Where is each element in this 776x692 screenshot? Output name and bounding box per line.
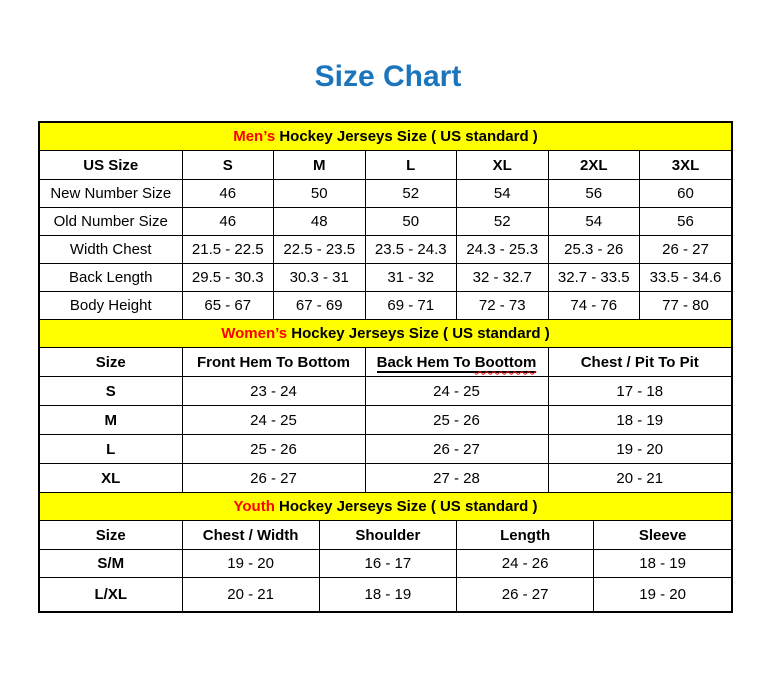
column-header: Sleeve: [594, 521, 731, 550]
row-label: Body Height: [40, 292, 182, 320]
row-label: L/XL: [40, 578, 182, 612]
youth-section-header-row: [40, 493, 731, 521]
table-row: [40, 406, 731, 435]
womens-column-header-row: [40, 348, 731, 377]
cell: 25 - 26: [182, 435, 365, 464]
cell: 25.3 - 26: [548, 236, 640, 264]
cell: 54: [548, 208, 640, 236]
womens-section-title-text: Hockey Jerseys Size ( US standard ): [287, 325, 550, 342]
column-header: M: [274, 151, 366, 180]
table-row: [40, 264, 731, 292]
table-row: [40, 180, 731, 208]
row-label: L: [40, 435, 182, 464]
cell: 18 - 19: [548, 406, 731, 435]
cell: 23 - 24: [182, 377, 365, 406]
cell: 67 - 69: [274, 292, 366, 320]
womens-section-header-row: [40, 320, 731, 348]
youth-section-header: [40, 493, 731, 521]
cell: 46: [182, 208, 274, 236]
womens-size-table: [40, 319, 731, 492]
cell: 27 - 28: [365, 464, 548, 493]
table-row: [40, 464, 731, 493]
column-header: 3XL: [640, 151, 732, 180]
table-row: [40, 236, 731, 264]
womens-section-accent-label: Women’s: [221, 325, 288, 342]
cell: 30.3 - 31: [274, 264, 366, 292]
row-label: Old Number Size: [40, 208, 182, 236]
table-row: [40, 377, 731, 406]
cell: 29.5 - 30.3: [182, 264, 274, 292]
column-header: Shoulder: [319, 521, 456, 550]
cell: 25 - 26: [365, 406, 548, 435]
cell: 26 - 27: [365, 435, 548, 464]
column-header: Front Hem To Bottom: [182, 348, 365, 377]
cell: 32 - 32.7: [457, 264, 549, 292]
cell: 54: [457, 180, 549, 208]
youth-section-accent-label: Youth: [233, 498, 275, 515]
misspelled-word: Boottom: [474, 353, 537, 371]
column-header: Chest / Width: [182, 521, 319, 550]
cell: 50: [274, 180, 366, 208]
row-label: XL: [40, 464, 182, 493]
cell: 24.3 - 25.3: [457, 236, 549, 264]
cell: 20 - 21: [182, 578, 319, 612]
row-label: S: [40, 377, 182, 406]
cell: 65 - 67: [182, 292, 274, 320]
cell: 56: [640, 208, 732, 236]
row-label: Width Chest: [40, 236, 182, 264]
cell: 22.5 - 23.5: [274, 236, 366, 264]
cell: 16 - 17: [319, 550, 456, 578]
row-label: New Number Size: [40, 180, 182, 208]
cell: 19 - 20: [594, 578, 731, 612]
cell: 72 - 73: [457, 292, 549, 320]
row-label: S/M: [40, 550, 182, 578]
womens-section-header: [40, 320, 731, 348]
cell: 52: [365, 180, 457, 208]
column-header-back-hem: [365, 348, 548, 377]
cell: 33.5 - 34.6: [640, 264, 732, 292]
cell: 20 - 21: [548, 464, 731, 493]
column-header: Size: [40, 521, 182, 550]
cell: 23.5 - 24.3: [365, 236, 457, 264]
row-label: Back Length: [40, 264, 182, 292]
table-row: [40, 435, 731, 464]
cell: 69 - 71: [365, 292, 457, 320]
mens-section-header-row: [40, 123, 731, 151]
mens-column-header-row: [40, 151, 731, 180]
back-hem-prefix: Back Hem To: [376, 353, 475, 371]
cell: 32.7 - 33.5: [548, 264, 640, 292]
column-header: S: [182, 151, 274, 180]
column-header: US Size: [40, 151, 182, 180]
table-row: [40, 292, 731, 320]
cell: 19 - 20: [182, 550, 319, 578]
cell: 26 - 27: [640, 236, 732, 264]
cell: 60: [640, 180, 732, 208]
cell: 31 - 32: [365, 264, 457, 292]
cell: 18 - 19: [319, 578, 456, 612]
cell: 52: [457, 208, 549, 236]
mens-section-accent-label: Men’s: [233, 128, 276, 145]
youth-size-table: [40, 492, 731, 611]
table-row: [40, 578, 731, 612]
cell: 17 - 18: [548, 377, 731, 406]
row-label: M: [40, 406, 182, 435]
column-header: 2XL: [548, 151, 640, 180]
table-row: [40, 208, 731, 236]
underlined-header-text: [377, 354, 537, 373]
youth-column-header-row: [40, 521, 731, 550]
mens-section-title-text: Hockey Jerseys Size ( US standard ): [275, 128, 538, 145]
cell: 77 - 80: [640, 292, 732, 320]
column-header: Size: [40, 348, 182, 377]
cell: 18 - 19: [594, 550, 731, 578]
cell: 26 - 27: [182, 464, 365, 493]
cell: 74 - 76: [548, 292, 640, 320]
cell: 48: [274, 208, 366, 236]
cell: 19 - 20: [548, 435, 731, 464]
cell: 21.5 - 22.5: [182, 236, 274, 264]
column-header: Chest / Pit To Pit: [548, 348, 731, 377]
cell: 46: [182, 180, 274, 208]
column-header: XL: [457, 151, 549, 180]
cell: 26 - 27: [457, 578, 594, 612]
column-header: L: [365, 151, 457, 180]
cell: 24 - 26: [457, 550, 594, 578]
size-chart-tables: [38, 121, 733, 613]
page-title: Size Chart: [314, 60, 462, 93]
cell: 50: [365, 208, 457, 236]
cell: 56: [548, 180, 640, 208]
column-header: Length: [457, 521, 594, 550]
mens-size-table: [40, 123, 731, 319]
mens-section-header: [40, 123, 731, 151]
table-row: [40, 550, 731, 578]
cell: 24 - 25: [182, 406, 365, 435]
youth-section-title-text: Hockey Jerseys Size ( US standard ): [274, 498, 538, 515]
cell: 24 - 25: [365, 377, 548, 406]
